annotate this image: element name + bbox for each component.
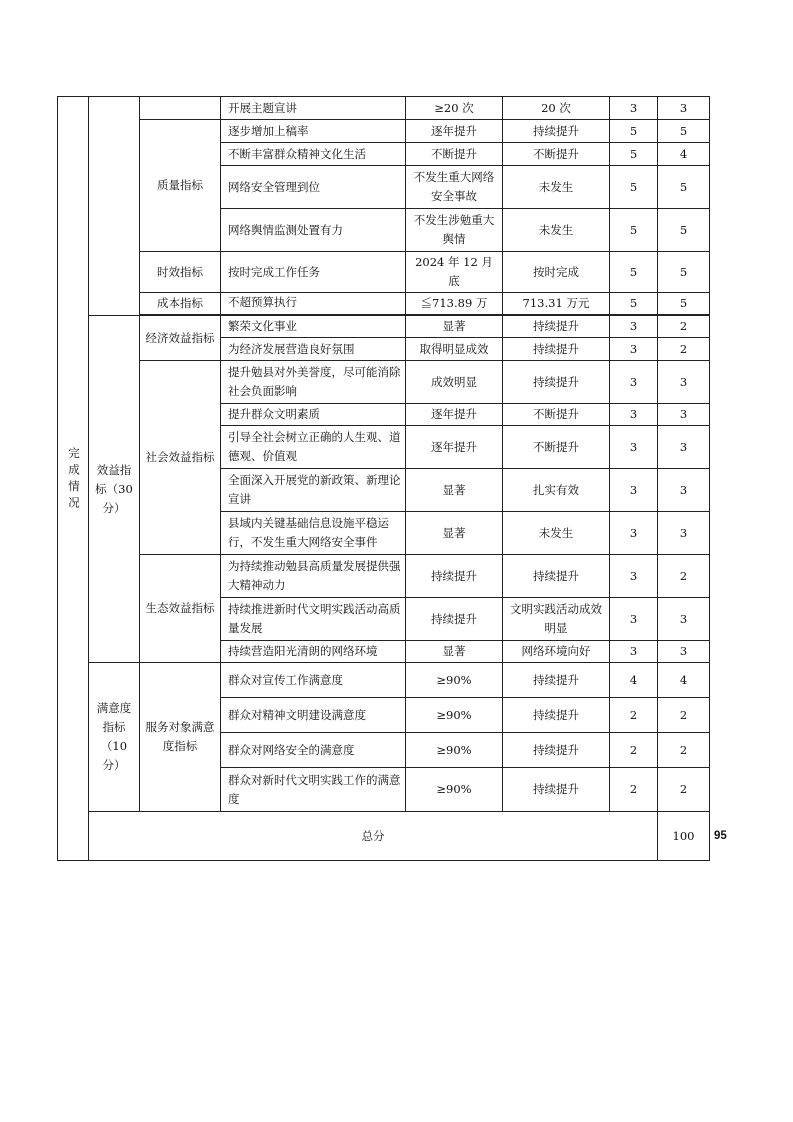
score-cell: 5 [658,252,710,293]
table-row [58,316,710,338]
weight-cell: 3 [610,404,658,426]
target-cell: 显著 [406,512,503,555]
actual-cell: 不断提升 [503,426,610,469]
score-cell: 3 [658,469,710,512]
score-cell: 4 [658,663,710,698]
score-cell: 5 [658,209,710,252]
weight-cell: 2 [610,733,658,768]
indicator-cell: 为持续推动勉县高质量发展提供强大精神动力 [221,555,406,598]
evaluation-table [57,96,727,861]
indicator-cell: 引导全社会树立正确的人生观、道德观、价值观 [221,426,406,469]
score-cell: 2 [658,316,710,338]
score-cell: 2 [658,733,710,768]
actual-cell: 持续提升 [503,698,610,733]
score-cell: 3 [658,97,710,120]
weight-cell: 5 [610,252,658,293]
indicator-cell: 县域内关键基础信息设施平稳运行，不发生重大网络安全事件 [221,512,406,555]
target-cell: ≥90% [406,663,503,698]
target-cell: 持续提升 [406,555,503,598]
level2-cost: 成本指标 [140,293,221,315]
actual-cell: 20 次 [503,97,610,120]
level2-quality: 质量指标 [140,120,221,252]
benefit-social: 社会效益指标 [140,361,221,555]
weight-cell: 5 [610,143,658,166]
table-row [58,252,710,293]
indicator-cell: 网络舆情监测处置有力 [221,209,406,252]
indicator-cell: 逐步增加上稿率 [221,120,406,143]
score-cell: 2 [658,698,710,733]
weight-cell: 5 [610,120,658,143]
actual-cell: 持续提升 [503,555,610,598]
table-row [58,97,710,120]
table-row [58,361,710,404]
table-row [58,293,710,315]
score-cell: 5 [658,166,710,209]
benefit-label: 效益指标（30 分） [89,316,140,663]
weight-cell: 3 [610,338,658,361]
actual-cell: 不断提升 [503,143,610,166]
target-cell: 显著 [406,469,503,512]
total-label: 总分 [89,812,658,861]
weight-cell: 2 [610,768,658,812]
level1-output-cell [89,97,140,316]
weight-cell: 3 [610,555,658,598]
indicator-cell: 群众对新时代文明实践工作的满意度 [221,768,406,812]
indicator-cell: 持续推进新时代文明实践活动高质量发展 [221,598,406,641]
satisfaction-label: 满意度指标（10 分） [89,663,140,812]
indicator-cell: 提升勉县对外美誉度，尽可能消除社会负面影响 [221,361,406,404]
weight-cell: 3 [610,641,658,663]
target-cell: 不断提升 [406,143,503,166]
target-cell: ≥90% [406,733,503,768]
target-cell: 显著 [406,316,503,338]
actual-cell: 持续提升 [503,338,610,361]
score-cell: 2 [658,768,710,812]
weight-cell: 3 [610,512,658,555]
indicator-cell: 群众对精神文明建设满意度 [221,698,406,733]
actual-cell: 713.31 万元 [503,293,610,315]
actual-cell: 不断提升 [503,404,610,426]
weight-cell: 3 [610,598,658,641]
actual-cell: 未发生 [503,166,610,209]
target-cell: 不发生重大网络安全事故 [406,166,503,209]
score-cell: 3 [658,641,710,663]
actual-cell: 文明实践活动成效明显 [503,598,610,641]
target-cell: 不发生涉勉重大舆情 [406,209,503,252]
actual-cell: 持续提升 [503,316,610,338]
weight-cell: 3 [610,469,658,512]
benefit-economic: 经济效益指标 [140,316,221,361]
score-cell: 3 [658,426,710,469]
weight-cell: 4 [610,663,658,698]
weight-cell: 5 [610,209,658,252]
actual-cell: 网络环境向好 [503,641,610,663]
indicator-cell: 提升群众文明素质 [221,404,406,426]
weight-cell: 3 [610,316,658,338]
indicator-cell: 持续营造阳光清朗的网络环境 [221,641,406,663]
weight-cell: 5 [610,166,658,209]
indicator-cell: 为经济发展营造良好氛围 [221,338,406,361]
score-cell: 2 [658,338,710,361]
target-cell: 显著 [406,641,503,663]
actual-cell: 未发生 [503,512,610,555]
indicator-cell: 不超预算执行 [221,293,406,315]
indicator-cell: 繁荣文化事业 [221,316,406,338]
benefit-ecological: 生态效益指标 [140,555,221,663]
section-label: 完成情况 [58,97,89,861]
target-cell: 成效明显 [406,361,503,404]
weight-cell: 2 [610,698,658,733]
table-row [58,663,710,698]
actual-cell: 未发生 [503,209,610,252]
actual-cell: 扎实有效 [503,469,610,512]
indicator-cell: 群众对宣传工作满意度 [221,663,406,698]
score-cell: 3 [658,512,710,555]
weight-cell: 3 [610,97,658,120]
score-cell: 5 [658,293,710,315]
weight-cell: 5 [610,293,658,315]
score-cell: 3 [658,598,710,641]
level2-cell [140,97,221,120]
table-row [58,555,710,598]
satisfaction-sub: 服务对象满意度指标 [140,663,221,812]
actual-cell: 持续提升 [503,361,610,404]
target-cell: ≥90% [406,698,503,733]
weight-cell: 3 [610,426,658,469]
weight-cell: 3 [610,361,658,404]
indicator-cell: 全面深入开展党的新政策、新理论宣讲 [221,469,406,512]
indicator-cell: 不断丰富群众精神文化生活 [221,143,406,166]
indicator-cell: 网络安全管理到位 [221,166,406,209]
target-cell: 持续提升 [406,598,503,641]
actual-cell: 按时完成 [503,252,610,293]
target-cell: ≥20 次 [406,97,503,120]
target-cell: 取得明显成效 [406,338,503,361]
total-weight: 100 [658,812,710,861]
target-cell: 逐年提升 [406,404,503,426]
actual-cell: 持续提升 [503,768,610,812]
score-cell: 3 [658,404,710,426]
indicator-cell: 按时完成工作任务 [221,252,406,293]
target-cell: 2024 年 12 月底 [406,252,503,293]
table-row [58,120,710,143]
level2-timeliness: 时效指标 [140,252,221,293]
score-cell: 2 [658,555,710,598]
actual-cell: 持续提升 [503,663,610,698]
score-cell: 3 [658,361,710,404]
target-cell: 逐年提升 [406,426,503,469]
indicator-cell: 群众对网络安全的满意度 [221,733,406,768]
score-cell: 5 [658,120,710,143]
target-cell: ≦713.89 万 [406,293,503,315]
actual-cell: 持续提升 [503,733,610,768]
target-cell: 逐年提升 [406,120,503,143]
score-cell: 4 [658,143,710,166]
target-cell: ≥90% [406,768,503,812]
indicator-cell: 开展主题宣讲 [221,97,406,120]
actual-cell: 持续提升 [503,120,610,143]
total-row: 总分 100 95 [58,812,710,861]
